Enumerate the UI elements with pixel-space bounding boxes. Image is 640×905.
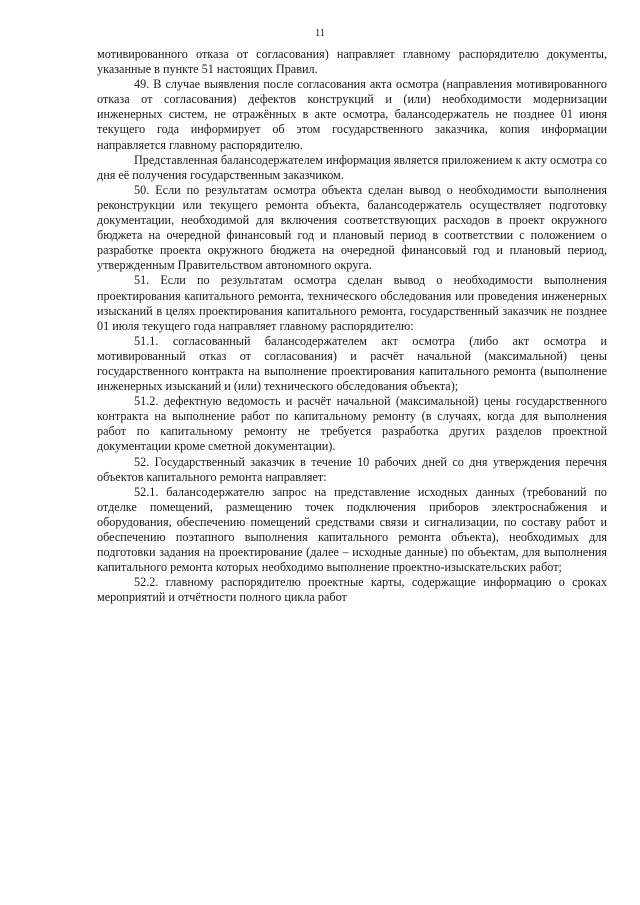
paragraph-continuation: мотивированного отказа от согласования) направляет главному распорядителю документы, указанные в пункте 51 настоящих Правил. [97, 47, 607, 77]
document-body [97, 47, 607, 605]
paragraph-49-note: Представленная балансодержателем информация является приложением к акту осмотра со дня её получения государственным заказчиком. [97, 152, 607, 182]
paragraph-50: 50. Если по результатам осмотра объекта сделан вывод о необходимости выполнения реконструкции или текущего ремонта объекта, балансодержатель осуществляет подготовку документации, необходимой для включения соответствующих расходов в проект окружного бюджета на очередной финансовый год и плановый период в соответствии с положением о разработке проекта окружного бюджета на очередной финансовый год и плановый период, утвержденным Правительством автономного округа. [97, 182, 607, 273]
paragraph-51-1: 51.1. согласованный балансодержателем акт осмотра (либо акт осмотра и мотивированный отказ от согласования) и расчёт начальной (максимальной) цены государственного контракта на выполнение проектирования капитального ремонта (выполнение инженерных изысканий и (или) технического обследования объекта); [97, 333, 607, 394]
paragraph-49: 49. В случае выявления после согласования акта осмотра (направления мотивированного отказа от согласования) дефектов конструкций и (или) необходимости модернизации инженерных систем, не отражённых в акте осмотра, балансодержатель не позднее 01 июня текущего года информирует об этом государственного заказчика, копия информации направляется главному распорядителю. [97, 77, 607, 152]
page-number: 11 [314, 28, 326, 39]
paragraph-51: 51. Если по результатам осмотра сделан вывод о необходимости выполнения проектирования капитального ремонта, технического обследования или проведения инженерных изысканий в целях проектирования капитального ремонта, государственный заказчик не позднее 01 июля текущего года направляет главному распорядителю: [97, 273, 607, 333]
paragraph-52: 52. Государственный заказчик в течение 10 рабочих дней со дня утверждения перечня объектов капитального ремонта направляет: [97, 454, 607, 484]
paragraph-52-2: 52.2. главному распорядителю проектные карты, содержащие информацию о сроках мероприятий и отчётности полного цикла работ [97, 575, 607, 605]
paragraph-51-2: 51.2. дефектную ведомость и расчёт начальной (максимальной) цены государственного контракта на выполнение работ по капитальному ремонту (в случаях, когда для выполнения работ по капитальному ремонту не требуется разработка других разделов проектной документации кроме сметной документации). [97, 394, 607, 454]
paragraph-52-1: 52.1. балансодержателю запрос на представление исходных данных (требований по отделке помещений, размещению точек подключения приборов электроснабжения и оборудования, обеспечению помещений средствами связи и сигнализации, по составу работ и обеспечению поэтапного выполнения капитального ремонта объекта), необходимых для подготовки задания на проектирование (далее – исходные данные) по объектам, для выполнения капитального ремонта которых необходимо выполнение проектно-изыскательских работ; [97, 484, 607, 575]
